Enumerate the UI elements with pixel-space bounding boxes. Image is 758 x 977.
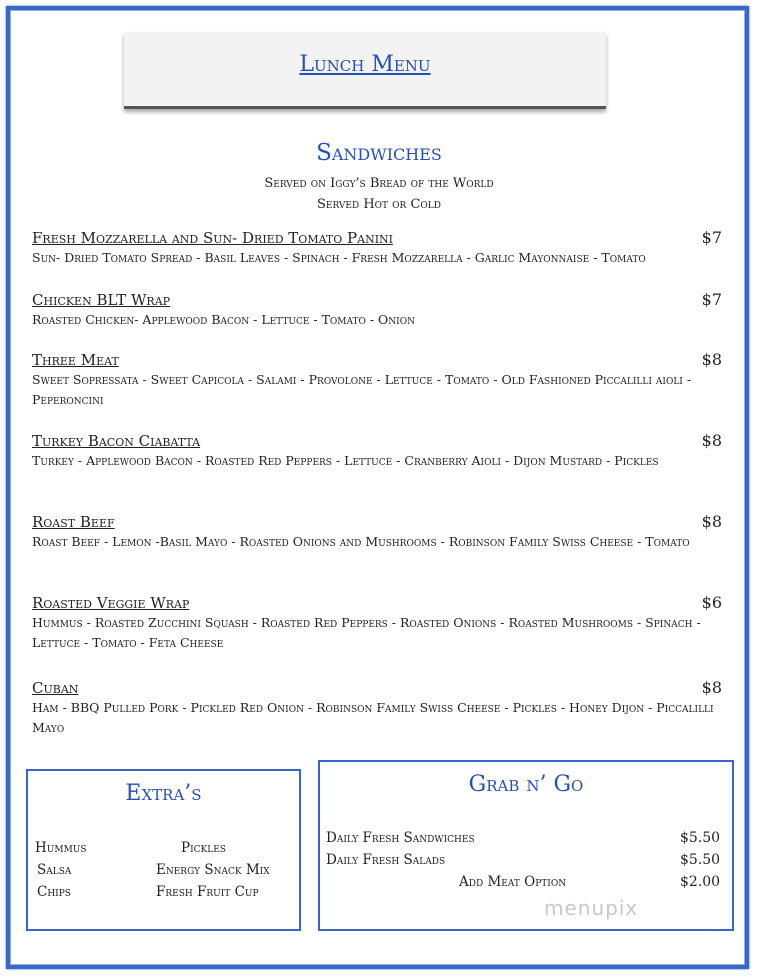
menu-item [32,228,722,268]
menu-item [32,350,722,410]
item-name: Chicken BLT Wrap [32,291,171,309]
item-name: Fresh Mozzarella and Sun- Dried Tomato Panini [32,229,394,247]
item-price: $7 [701,290,722,309]
item-description: Turkey - Applewood Bacon - Roasted Red Peppers - Lettuce - Cranberry Aioli - Dijon Mustard - Pickles [32,453,659,468]
grab-item-label: Daily Fresh Sandwiches [326,830,475,846]
item-description: Roasted Chicken- Applewood Bacon - Lettuce - Tomato - Onion [32,312,415,327]
item-price: $7 [701,228,722,247]
item-description: Sweet Sopressata - Sweet Capicola - Salami - Provolone - Lettuce - Tomato - Old Fashioned Piccalilli aioli - Peperoncini [32,372,692,407]
menu-item [32,431,722,471]
extras-item: Chips [37,884,71,900]
grab-and-go-title: Grab n’ Go [468,772,584,797]
item-name: Roasted Veggie Wrap [32,594,190,612]
extras-title: Extra’s [125,781,202,806]
item-price: $8 [701,678,722,697]
grab-item-label: Daily Fresh Salads [326,852,446,868]
item-name: Roast Beef [32,513,115,531]
item-price: $8 [701,512,722,531]
extras-item: Pickles [181,840,226,856]
extras-item: Fresh Fruit Cup [156,884,259,900]
title-banner [124,32,606,109]
menu-item [32,678,722,738]
section-title: Sandwiches [316,140,442,166]
extras-item: Salsa [37,862,72,878]
item-description: Ham - BBQ Pulled Pork - Pickled Red Onion - Robinson Family Swiss Cheese - Pickles - Honey Dijon - Piccalilli Mayo [32,700,714,735]
menu-item [32,512,722,552]
item-price: $8 [701,350,722,369]
page-title: Lunch Menu [299,52,431,77]
section-subtitle: Served on Iggy’s Bread of the World [264,176,494,191]
grab-item-price: $2.00 [680,874,721,890]
item-name: Three Meat [32,351,119,369]
grab-item-label: Add Meat Option [459,874,567,890]
item-description: Sun- Dried Tomato Spread - Basil Leaves - Spinach - Fresh Mozzarella - Garlic Mayonnaise - Tomato [32,250,646,265]
grab-and-go-box [318,760,734,931]
item-price: $6 [701,593,722,612]
item-price: $8 [701,431,722,450]
menu-item [32,593,722,653]
grab-item-price: $5.50 [680,852,721,868]
item-description: Hummus - Roasted Zucchini Squash - Roasted Red Peppers - Roasted Onions - Roasted Mushrooms - Spinach - Lettuce - Tomato - Feta Cheese [32,615,701,650]
section-subtitle: Served Hot or Cold [316,197,441,212]
watermark: menupix [544,896,639,920]
extras-box [26,769,301,931]
menu-item [32,290,722,330]
extras-item: Hummus [35,840,87,856]
item-name: Turkey Bacon Ciabatta [32,432,201,450]
item-description: Roast Beef - Lemon -Basil Mayo - Roasted Onions and Mushrooms - Robinson Family Swiss Cheese - Tomato [32,534,690,549]
grab-item-price: $5.50 [680,830,721,846]
item-name: Cuban [32,679,79,697]
extras-item: Energy Snack Mix [156,862,270,878]
